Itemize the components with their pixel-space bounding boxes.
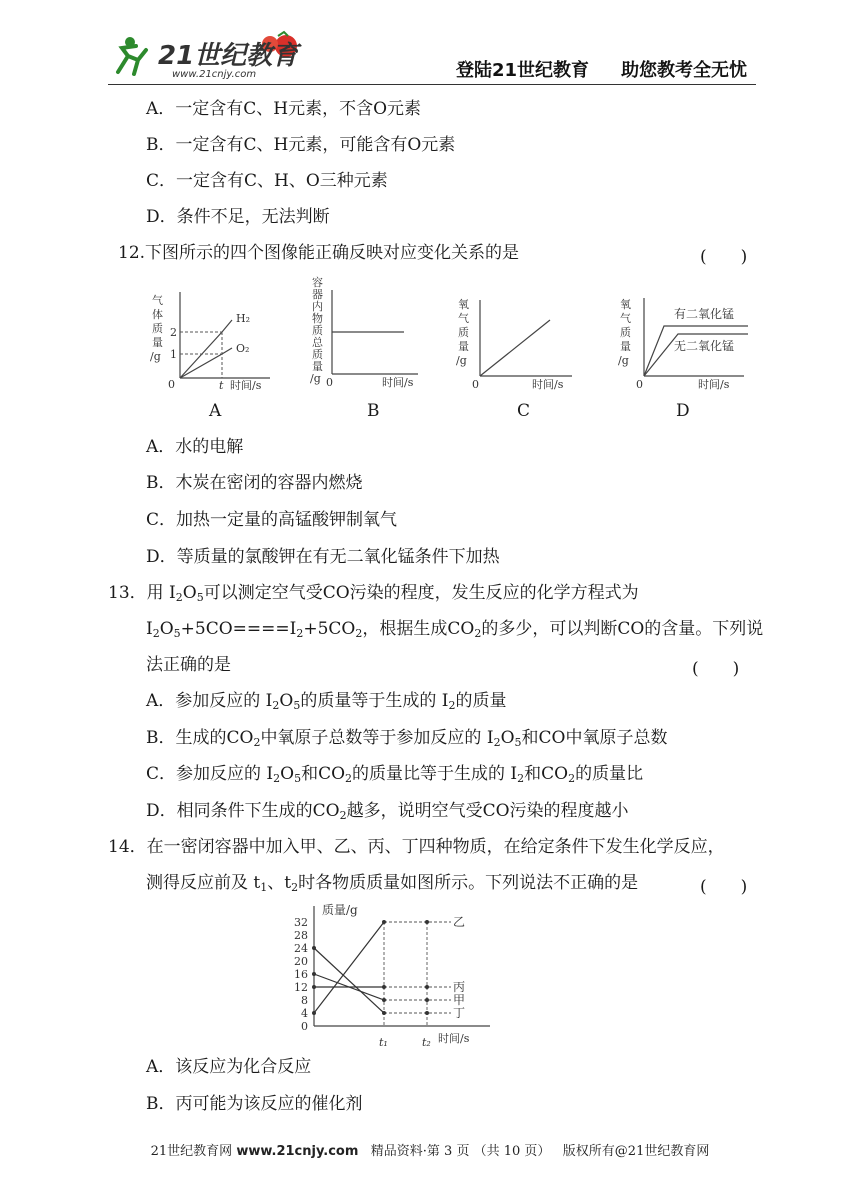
q14-ytick-label: 24 bbox=[294, 942, 308, 955]
header-divider bbox=[108, 84, 756, 85]
graph-a-ylabel-4: 量 bbox=[152, 336, 163, 349]
graph-b-ylabel-1: 容 bbox=[312, 276, 323, 289]
graph-b-ylabel-8: 量 bbox=[312, 360, 323, 373]
graph-d-label-without: 无二氧化锰 bbox=[674, 339, 735, 353]
graph-a-ytick-1: 1 bbox=[170, 348, 177, 361]
q14-data-point bbox=[382, 1011, 386, 1015]
q14-ytick-label: 12 bbox=[294, 981, 308, 994]
graph-a-ylabel-2: 体 bbox=[152, 308, 163, 321]
q14-xlabel: 时间/s bbox=[438, 1032, 470, 1045]
q13-stem-line1: 13．用 $I_2O_5$可以测定空气受CO污染的程度，发生反应的化学方程式为 bbox=[108, 583, 639, 604]
graph-c-line bbox=[480, 320, 550, 376]
q13-option-a: A．参加反应的 $I_2O_5$的质量等于生成的 $I_2$的质量 bbox=[146, 691, 507, 712]
q14-series-line bbox=[314, 922, 384, 1013]
logo-text: 21世纪教育 bbox=[158, 41, 299, 71]
q14-xtick-t2: t₂ bbox=[422, 1036, 431, 1049]
q12-stem: 12.下图所示的四个图像能正确反映对应变化关系的是 bbox=[118, 243, 520, 263]
q13-stem-line3: 法正确的是 bbox=[146, 655, 231, 675]
graph-a-o2-line bbox=[180, 354, 222, 378]
q14-data-point bbox=[425, 1011, 429, 1015]
graph-a-ylabel-1: 气 bbox=[152, 294, 163, 307]
graph-c-ylabel-5: /g bbox=[456, 354, 467, 367]
q12-option-a: A．水的电解 bbox=[146, 437, 244, 457]
logo-url: www.21cnjy.com bbox=[172, 69, 257, 80]
q14-mass-chart bbox=[278, 900, 498, 1050]
graph-a-o2-line-extended bbox=[222, 348, 232, 354]
q11-option-c: C．一定含有C、H、O三种元素 bbox=[146, 171, 388, 191]
q13-stem-line2: $I_2O_5+5CO====I_2+5CO_2$，根据生成$CO_2$的多少，可以判断CO的含量。下列说 bbox=[146, 619, 764, 640]
graph-d-xlabel: 时间/s bbox=[698, 378, 730, 391]
q14-ytick-label: 28 bbox=[294, 929, 308, 942]
graph-a-xtick-t: t bbox=[219, 379, 224, 390]
q12-answer-paren: ( ) bbox=[700, 247, 748, 267]
graph-b-ylabel-2: 器 bbox=[312, 288, 323, 301]
graph-d-label-with: 有二氧化锰 bbox=[674, 307, 735, 321]
q14-data-point bbox=[425, 985, 429, 989]
graph-c-ylabel-2: 气 bbox=[458, 312, 469, 325]
q14-answer-paren: ( ) bbox=[700, 877, 748, 897]
graph-b-ylabel-3: 内 bbox=[312, 300, 323, 313]
graph-c-ylabel-4: 量 bbox=[458, 340, 469, 353]
q14-data-point bbox=[382, 985, 386, 989]
q14-series-label: 丙 bbox=[453, 980, 466, 994]
q14-data-point bbox=[312, 1011, 316, 1015]
q12-graph-label-c: C bbox=[517, 401, 531, 421]
q14-ytick-label: 32 bbox=[294, 916, 308, 929]
q12-option-b: B．木炭在密闭的容器内燃烧 bbox=[146, 473, 363, 493]
q14-data-point bbox=[425, 998, 429, 1002]
footer-url[interactable]: www.21cnjy.com bbox=[236, 1144, 359, 1159]
footer-right: 版权所有@21世纪教育网 bbox=[562, 1144, 710, 1159]
graph-a-ytick-2: 2 bbox=[170, 326, 177, 339]
graph-a-o2-label: O₂ bbox=[236, 342, 250, 355]
q14-series-lines bbox=[312, 915, 465, 1020]
graph-b-xlabel: 时间/s bbox=[382, 376, 414, 389]
graph-d-origin: 0 bbox=[636, 378, 643, 391]
graph-b-ylabel-6: 总 bbox=[312, 336, 323, 349]
header-title-right: 助您教考全无忧 bbox=[621, 60, 748, 81]
graph-b-ylabel-5: 质 bbox=[312, 324, 323, 337]
q14-option-a: A．该反应为化合反应 bbox=[146, 1057, 312, 1077]
graph-d-ylabel-3: 质 bbox=[620, 326, 631, 339]
q13-answer-paren: ( ) bbox=[692, 659, 740, 679]
q14-option-b: B．丙可能为该反应的催化剂 bbox=[146, 1094, 363, 1114]
graph-a-ylabel-5: /g bbox=[150, 350, 161, 363]
q14-data-point bbox=[382, 920, 386, 924]
q13-option-d: D．相同条件下生成的$CO_2$越多，说明空气受CO污染的程度越小 bbox=[146, 801, 629, 822]
header-title bbox=[456, 56, 747, 82]
q13-option-c: C．参加反应的 $I_2O_5$和$CO_2$的质量比等于生成的 $I_2$和$CO_2$的质量比 bbox=[146, 764, 644, 785]
graph-a-ylabel-3: 质 bbox=[152, 322, 163, 335]
graph-a-h2-line bbox=[180, 332, 222, 378]
footer bbox=[0, 1140, 860, 1159]
graph-d-ylabel-5: /g bbox=[618, 354, 629, 367]
graph-c-ylabel-3: 质 bbox=[458, 326, 469, 339]
q12-graph-label-a: A bbox=[209, 401, 222, 421]
q14-ytick-label: 0 bbox=[301, 1020, 308, 1033]
q11-option-a: A．一定含有C、H元素，不含O元素 bbox=[146, 99, 422, 119]
q14-series-label: 丁 bbox=[453, 1006, 466, 1020]
footer-middle: 精品资料·第 3 页 （共 10 页） bbox=[370, 1144, 551, 1159]
graph-c-ylabel-1: 氧 bbox=[458, 298, 469, 311]
q12-graph-label-d: D bbox=[676, 401, 690, 421]
q14-ytick-label: 4 bbox=[301, 1007, 308, 1020]
q14-ytick-label: 16 bbox=[294, 968, 308, 981]
q14-stem-line1: 14．在一密闭容器中加入甲、乙、丙、丁四种物质，在给定条件下发生化学反应， bbox=[108, 837, 725, 857]
runner-icon bbox=[118, 37, 146, 74]
q14-ytick-label: 8 bbox=[301, 994, 308, 1007]
q14-ytick-label: 20 bbox=[294, 955, 308, 968]
q11-option-d: D．条件不足，无法判断 bbox=[146, 207, 330, 227]
graph-b-ylabel-9: /g bbox=[310, 372, 321, 385]
graph-a-h2-label: H₂ bbox=[236, 312, 251, 325]
graph-b-ylabel-4: 物 bbox=[312, 312, 323, 325]
q12-graph-label-b: B bbox=[367, 401, 380, 421]
q14-guide-lines bbox=[384, 922, 427, 1026]
q14-series-label: 甲 bbox=[453, 993, 466, 1007]
q14-y-ticks bbox=[294, 916, 308, 1033]
q12-graph-d bbox=[618, 294, 754, 392]
graph-c-origin: 0 bbox=[472, 378, 479, 391]
site-logo[interactable] bbox=[108, 30, 308, 80]
q12-graph-c bbox=[456, 294, 576, 392]
header-title-left: 登陆21世纪教育 bbox=[456, 60, 590, 81]
q12-graph-b bbox=[306, 274, 426, 392]
q12-option-c: C．加热一定量的高锰酸钾制氧气 bbox=[146, 510, 398, 530]
q14-series-label: 乙 bbox=[453, 915, 466, 929]
q14-stem-line2: 测得反应前及 $t_1$、$t_2$时各物质质量如图所示。下列说法不正确的是 bbox=[146, 873, 639, 894]
q14-data-point bbox=[312, 985, 316, 989]
graph-b-origin: 0 bbox=[326, 376, 333, 389]
graph-a-h2-line-extended bbox=[222, 320, 232, 332]
graph-b-ylabel-7: 质 bbox=[312, 348, 323, 361]
graph-a-origin: 0 bbox=[168, 378, 175, 390]
graph-d-ylabel-4: 量 bbox=[620, 340, 631, 353]
q14-data-point bbox=[312, 946, 316, 950]
graph-a-xlabel: 时间/s bbox=[230, 379, 262, 390]
q14-data-point bbox=[425, 920, 429, 924]
q12-option-d: D．等质量的氯酸钾在有无二氧化锰条件下加热 bbox=[146, 547, 500, 567]
graph-d-ylabel-2: 气 bbox=[620, 312, 631, 325]
q14-data-point bbox=[312, 972, 316, 976]
graph-c-xlabel: 时间/s bbox=[532, 378, 564, 391]
q13-option-b: B．生成的$CO_2$中氧原子总数等于参加反应的 $I_2O_5$和CO中氧原子总数 bbox=[146, 728, 668, 749]
q14-data-point bbox=[382, 998, 386, 1002]
q14-ylabel: 质量/g bbox=[322, 903, 358, 917]
footer-left: 21世纪教育网 bbox=[150, 1144, 233, 1159]
q14-series-line bbox=[314, 948, 384, 1013]
q11-option-b: B．一定含有C、H元素，可能含有O元素 bbox=[146, 135, 456, 155]
q14-xtick-t1: t₁ bbox=[379, 1036, 388, 1049]
graph-d-ylabel-1: 氧 bbox=[620, 298, 631, 311]
q12-graph-a bbox=[148, 288, 278, 390]
